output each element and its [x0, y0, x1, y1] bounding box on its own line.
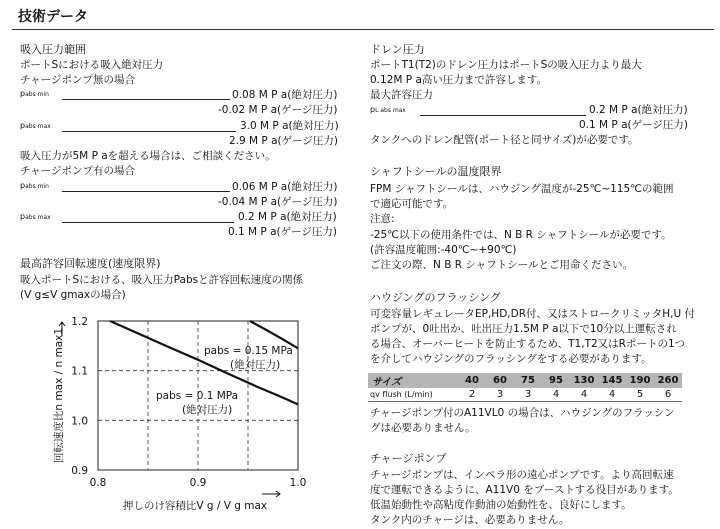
- speed-heading: 最高許容回転速度(速度限界): [20, 257, 161, 270]
- speed-ratio-chart: [0, 304, 340, 529]
- pabs-min-label: pabs min: [20, 181, 49, 190]
- seal-text: で適応可能です。: [370, 198, 454, 210]
- pabs-max-label: pabs max: [20, 121, 51, 130]
- table-cell: 190: [626, 373, 654, 388]
- y-tick-label: 0.9: [71, 465, 88, 477]
- spec-value: 2.9 M P a(ゲージ圧力): [229, 135, 339, 147]
- leader-line: [62, 191, 230, 192]
- pabs-min-label: pabs min: [20, 89, 49, 98]
- leader-line: [62, 131, 236, 132]
- speed-desc: 吸入ポートSにおける、吸入圧力Pabsと許容回転速度の関係: [20, 274, 304, 286]
- table-cell: 4: [542, 388, 570, 402]
- flushing-text: を介してハウジングのフラッシングをする必要があります。: [370, 353, 652, 365]
- table-cell: 60: [486, 373, 514, 388]
- flushing-text: 可変容量レギュレータEP,HD,DR付、又はストロークリミッタH,U 付: [370, 308, 696, 320]
- drain-text: ポートT1(T2)のドレン圧力はポートSの吸入圧力より最大: [370, 59, 642, 71]
- table-cell: 4: [598, 388, 626, 402]
- table-cell: 75: [514, 373, 542, 388]
- table-row: [368, 388, 682, 402]
- flushing-text: グは必要ありません。: [370, 422, 476, 434]
- seal-text: (許容温度範囲:-40℃~+90℃): [370, 244, 517, 256]
- charge-pump-text: チャージポンプは、インペラ形の遠心ポンプです。より高回転速: [370, 469, 674, 481]
- table-cell: 6: [654, 388, 682, 402]
- table-header-row: [368, 373, 682, 388]
- charge-pump-text: タンク内のチャージは、必要ありません。: [370, 514, 570, 526]
- flushing-text: る場合、オーバーヒートを防止するため、T1,T2又はRポートの1つ: [370, 338, 686, 350]
- pl-abs-max-label: pL abs max: [370, 105, 406, 114]
- page-title: 技術データ: [18, 9, 88, 25]
- spec-value: 0.2 M P a(絶対圧力): [589, 104, 688, 116]
- table-cell: 40: [458, 373, 486, 388]
- series-label: pabs = 0.15 MPa: [204, 345, 293, 357]
- charge-pump-text: 度で運転できるように、A11V0 をブーストする役目があります。: [370, 484, 679, 496]
- x-axis-label: 押しのけ容積比V g / V g max: [122, 500, 268, 512]
- spec-value: 0.08 M P a(絶対圧力): [232, 89, 338, 101]
- charge-pump-heading: チャージポンプ: [370, 452, 447, 465]
- spec-value: -0.04 M P a(ゲージ圧力): [218, 196, 338, 208]
- table-cell: qv flush (L/min): [368, 388, 458, 402]
- no-charge-pump-label: チャージポンプ無の場合: [20, 74, 135, 86]
- series-label: (絶対圧力): [230, 359, 281, 371]
- seal-text: 注意:: [370, 213, 395, 225]
- y-axis-label: 回転速度比n max / n max1: [53, 327, 65, 464]
- y-tick-label: 1.2: [71, 316, 88, 328]
- table-cell: 260: [654, 373, 682, 388]
- x-arrow-icon: [262, 491, 280, 497]
- series-label: pabs = 0.1 MPa: [156, 390, 239, 402]
- spec-value: 0.1 M P a(ゲージ圧力): [228, 226, 338, 238]
- drain-max-label: 最大許容圧力: [370, 89, 433, 101]
- flushing-text: ポンプが、0吐出か、吐出圧力1.5M P a以下で10分以上運転され: [370, 323, 677, 335]
- table-cell: 4: [570, 388, 598, 402]
- x-tick-label: 0.8: [89, 477, 107, 489]
- table-cell: 130: [570, 373, 598, 388]
- leader-line: [62, 222, 234, 223]
- charge-pump-text: 低温始動性や高粘度作動油の始動性を、良好にします。: [370, 499, 632, 511]
- spec-value: 0.2 M P a(絶対圧力): [238, 211, 337, 223]
- table-cell: サイズ: [368, 373, 458, 388]
- spec-value: 3.0 M P a(絶対圧力): [240, 120, 339, 132]
- table-cell: 2: [458, 388, 486, 402]
- drain-text: 0.12M P a高い圧力まで許容します。: [370, 74, 548, 86]
- pabs-max-label: pabs max: [20, 212, 51, 221]
- consult-line: 吸入圧力が5M P aを超える場合は、ご相談ください。: [20, 150, 276, 162]
- with-charge-pump-label: チャージポンプ有の場合: [20, 165, 135, 177]
- flushing-heading: ハウジングのフラッシング: [370, 291, 501, 304]
- drain-text: タンクへのドレン配管(ポート径と同サイズ)が必要です。: [370, 134, 639, 146]
- title-divider: [12, 29, 714, 30]
- seal-text: FPM シャフトシールは、ハウジング温度が-25℃~115℃の範囲: [370, 183, 674, 195]
- series-label: (絶対圧力): [182, 404, 233, 416]
- spec-value: 0.06 M P a(絶対圧力): [232, 181, 338, 193]
- table-cell: 3: [514, 388, 542, 402]
- suction-heading: 吸入圧力範囲: [20, 43, 86, 56]
- y-tick-label: 1.1: [71, 365, 88, 378]
- table-cell: 3: [486, 388, 514, 402]
- seal-text: ご注文の際、N B R シャフトシールとご用命ください。: [370, 259, 633, 271]
- speed-desc: (V g≤V gmaxの場合): [20, 289, 126, 301]
- flushing-table: [368, 373, 682, 402]
- flushing-text: チャージポンプ付のA11VL0 の場合は、ハウジングのフラッシン: [370, 407, 675, 419]
- seal-text: -25℃以下の使用条件では、N B R シャフトシールが必要です。: [370, 229, 672, 241]
- table-cell: 145: [598, 373, 626, 388]
- leader-line: [420, 115, 586, 116]
- spec-value: 0.1 M P a(ゲージ圧力): [579, 119, 689, 131]
- drain-heading: ドレン圧力: [370, 43, 425, 56]
- x-tick-label: 0.9: [189, 477, 207, 489]
- leader-line: [62, 99, 230, 100]
- table-cell: 5: [626, 388, 654, 402]
- seal-heading: シャフトシールの温度限界: [370, 165, 502, 178]
- y-tick-label: 1.0: [71, 415, 88, 428]
- table-cell: 95: [542, 373, 570, 388]
- port-s-line: ポートSにおける吸入絶対圧力: [20, 59, 164, 71]
- spec-value: -0.02 M P a(ゲージ圧力): [218, 104, 338, 116]
- x-tick-label: 1.0: [289, 477, 307, 489]
